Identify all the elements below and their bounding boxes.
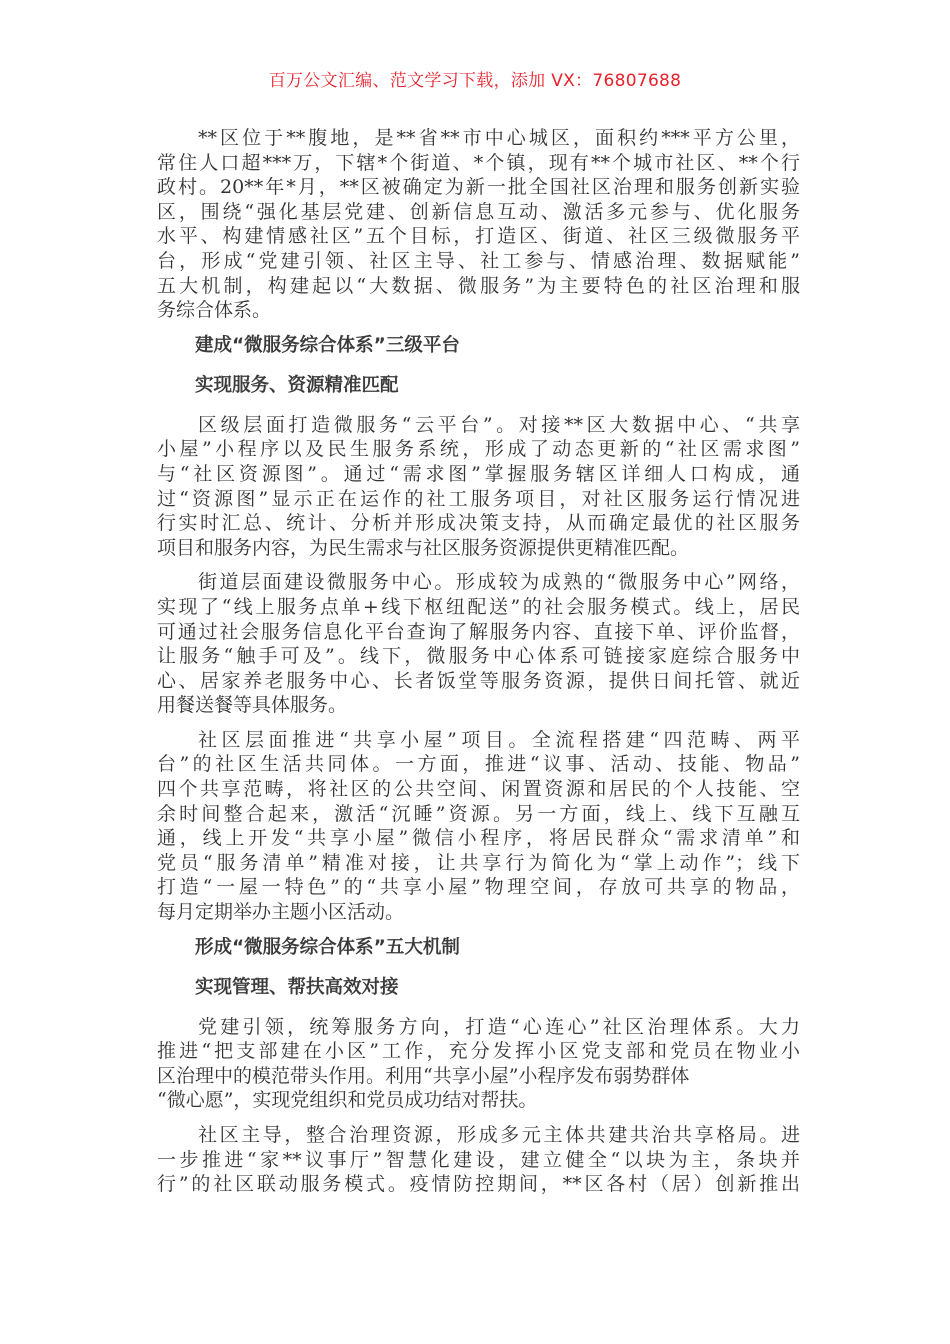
text-line: 项目和服务内容，为民生需求与社区服务资源提供更精准匹配。 [157, 536, 690, 559]
watermark-banner: 百万公文汇编、范文学习下载，添加 VX：76807688 [268, 71, 682, 91]
section-heading-1: 建成“微服务综合体系”三级平台 [195, 334, 460, 356]
text-line: 区级层面打造微服务“云平台”。对接**区大数据中心、“共享 [198, 413, 800, 436]
text-line: 务综合体系。 [157, 299, 272, 322]
text-line: 水平、构建情感社区”五个目标，打造区、街道、社区三级微服务平 [157, 225, 800, 248]
text-line: 区，围绕“强化基层党建、创新信息互动、激活多元参与、优化服务 [157, 200, 800, 223]
text-line: 行”的社区联动服务模式。疫情防控期间，**区各村（居）创新推出 [157, 1173, 800, 1196]
paragraph-community-led [157, 1123, 800, 1197]
text-line: 实现了“线上服务点单+线下枢纽配送”的社会服务模式。线上，居民 [157, 595, 800, 618]
text-line: 区治理中的模范带头作用。利用“共享小屋”小程序发布弱势群体 [157, 1064, 690, 1087]
text-line: 过“资源图”显示正在运作的社工服务项目，对社区服务运行情况进 [157, 487, 800, 510]
text-line: 台，形成“党建引领、社区主导、社工参与、情感治理、数据赋能” [157, 249, 800, 272]
text-line: 与“社区资源图”。通过“需求图”掌握服务辖区详细人口构成，通 [157, 462, 800, 485]
paragraph-district-level [157, 413, 800, 561]
text-line: 社区主导，整合治理资源，形成多元主体共建共治共享格局。进 [198, 1124, 800, 1146]
text-line: “微心愿”，实现党组织和党员成功结对帮扶。 [157, 1089, 538, 1112]
document-body [157, 126, 800, 1207]
text-line: 余时间整合起来，激活“沉睡”资源。另一方面，线上、线下互融互 [157, 802, 800, 825]
text-line: 常住人口超***万，下辖*个街道、*个镇，现有**个城市社区、**个行 [157, 151, 800, 174]
text-line: 让服务“触手可及”。线下，微服务中心体系可链接家庭综合服务中 [157, 645, 800, 668]
text-line: 四个共享范畴，将社区的公共空间、闲置资源和居民的个人技能、空 [157, 778, 800, 801]
paragraph-community-level [157, 728, 800, 925]
text-line: 通，线上开发“共享小屋”微信小程序，将居民群众“需求清单”和 [157, 827, 800, 850]
paragraph-party-leadership [157, 1015, 800, 1113]
text-line: 可通过社会服务信息化平台查询了解服务内容、直接下单、评价监督， [157, 620, 800, 643]
section-heading-2: 形成“微服务综合体系”五大机制 [195, 936, 460, 958]
text-line: 用餐送餐等具体服务。 [157, 694, 348, 717]
text-line: 每月定期举办主题小区活动。 [157, 901, 405, 924]
text-line: 推进“把支部建在小区”工作，充分发挥小区党支部和党员在物业小 [157, 1040, 800, 1063]
text-line: **区位于**腹地，是**省**市中心城区，面积约***平方公里， [198, 127, 800, 149]
text-line: 街道层面建设微服务中心。形成较为成熟的“微服务中心”网络， [198, 571, 800, 594]
section-subheading-1: 实现服务、资源精准匹配 [195, 374, 399, 396]
section-subheading-2: 实现管理、帮扶高效对接 [195, 976, 399, 998]
text-line: 小屋”小程序以及民生服务系统，形成了动态更新的“社区需求图” [157, 438, 800, 461]
text-line: 政村。20**年*月，**区被确定为新一批全国社区治理和服务创新实验 [157, 176, 800, 199]
paragraph-intro [157, 126, 800, 323]
text-line: 党建引领，统筹服务方向，打造“心连心”社区治理体系。大力 [198, 1015, 800, 1038]
text-line: 社区层面推进“共享小屋”项目。全流程搭建“四范畴、两平 [198, 728, 800, 751]
text-line: 五大机制，构建起以“大数据、微服务”为主要特色的社区治理和服 [157, 274, 800, 297]
text-line: 打造“一屋一特色”的“共享小屋”物理空间，存放可共享的物品， [157, 876, 800, 899]
text-line: 台”的社区生活共同体。一方面，推进“议事、活动、技能、物品” [157, 753, 800, 776]
text-line: 一步推进“家**议事厅”智慧化建设，建立健全“以块为主，条块并 [157, 1148, 800, 1171]
text-line: 心、居家养老服务中心、长者饭堂等服务资源，提供日间托管、就近 [157, 669, 800, 692]
text-line: 行实时汇总、统计、分析并形成决策支持，从而确定最优的社区服务 [157, 512, 800, 535]
text-line: 党员“服务清单”精准对接，让共享行为简化为“掌上动作”；线下 [157, 851, 800, 874]
paragraph-street-level [157, 570, 800, 718]
